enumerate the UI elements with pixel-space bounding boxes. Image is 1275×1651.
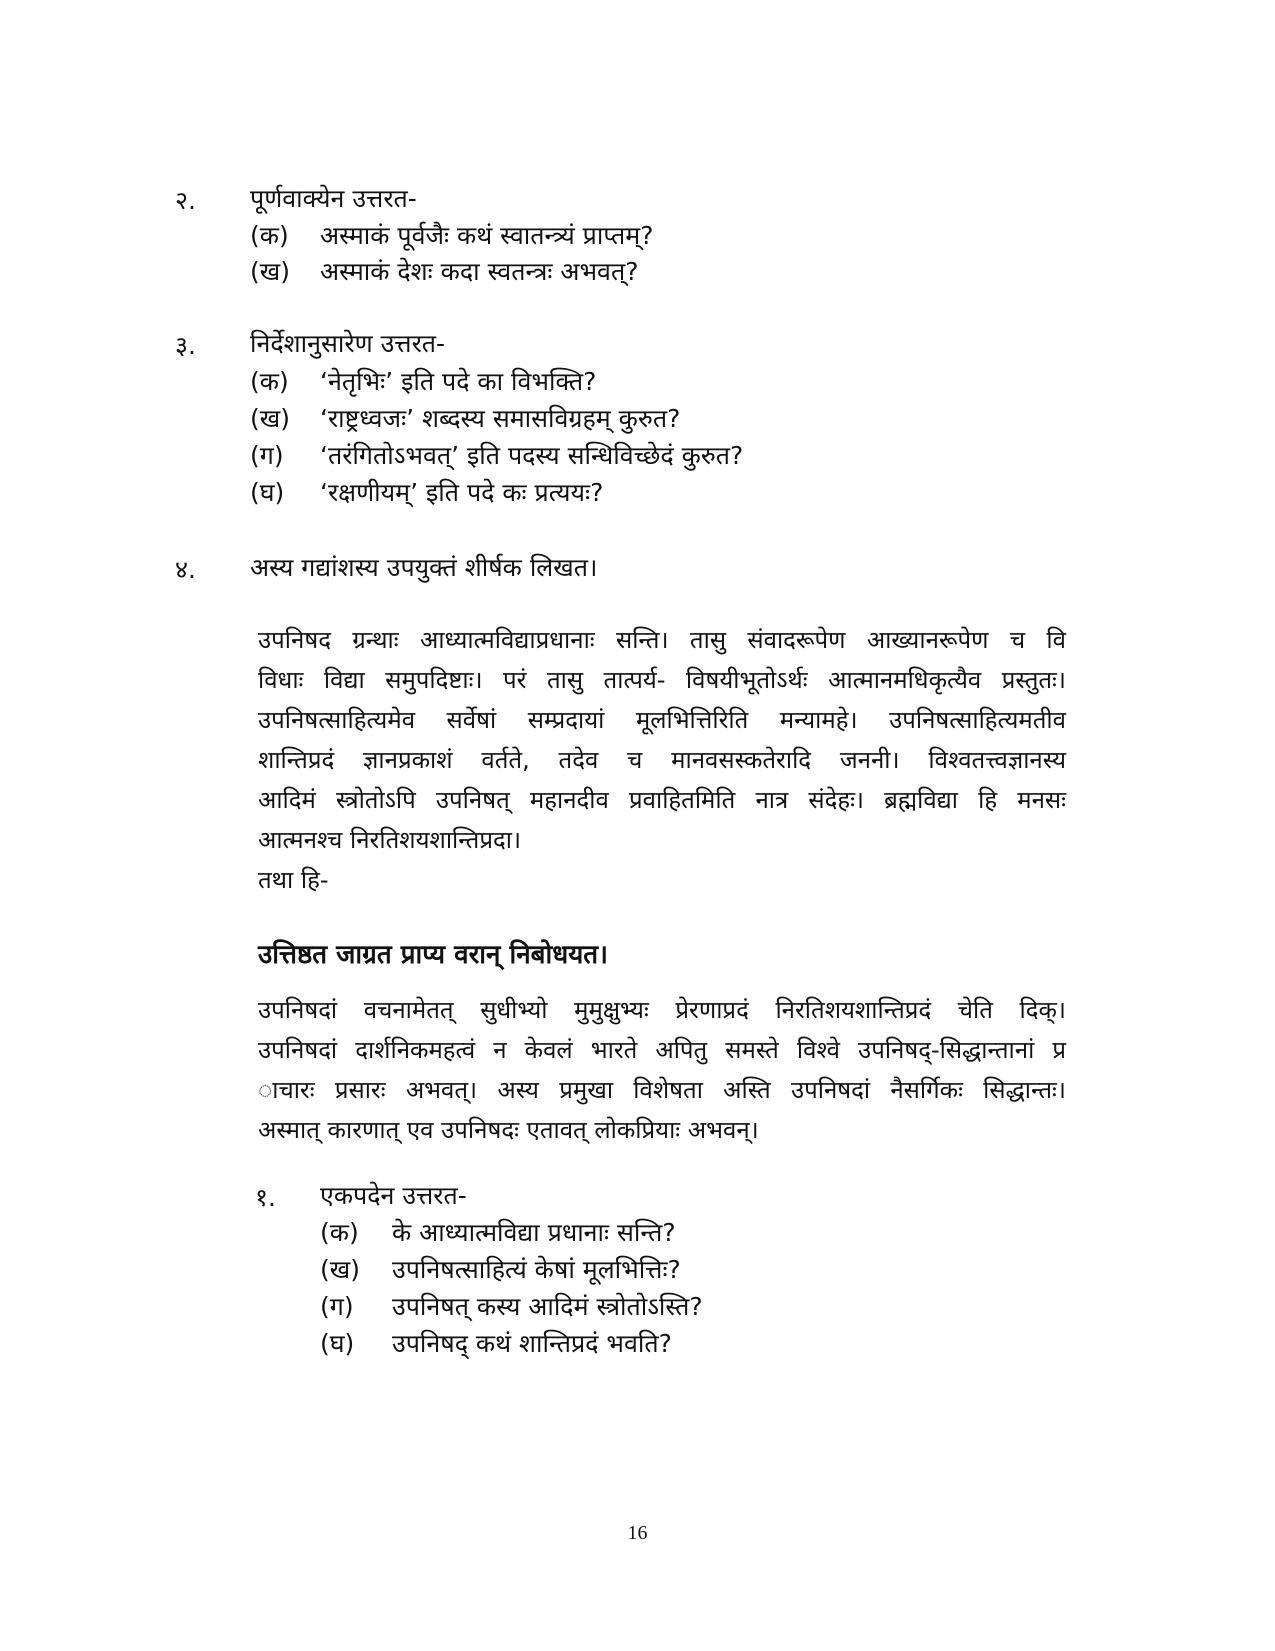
- question-3-item-label: (क): [250, 367, 289, 396]
- question-2-item-text: अस्माकं पूर्वजैः कथं स्वातन्त्र्यं प्राप्तम्?: [320, 221, 654, 250]
- subquestion-1-item-label: (ख): [320, 1255, 360, 1284]
- passage-paragraph-2: [258, 990, 1066, 1150]
- subquestion-1-item-label: (घ): [320, 1329, 355, 1358]
- subquestion-1-item-text: उपनिषद् कथं शान्तिप्रदं भवति?: [392, 1329, 672, 1358]
- passage-line: अस्मात् कारणात् एव उपनिषदः एतावत् लोकप्रियाः अभवन्।: [258, 1116, 759, 1144]
- passage-line: उपनिषदां दार्शनिकमहत्वं न केवलं भारते अपितु समस्ते विश्वे उपनिषद्-सिद्धान्तानां प्र: [258, 1036, 1066, 1064]
- passage-line: तथा हि-: [258, 866, 329, 894]
- question-3-title: निर्देशानुसारेण उत्तरत-: [250, 329, 446, 358]
- question-3-item-label: (घ): [250, 478, 285, 507]
- question-3-item-text: ‘रक्षणीयम्’ इति पदे कः प्रत्ययः?: [320, 478, 604, 507]
- question-3-item-text: ‘तरंगितोऽभवत्’ इति पदस्य सन्धिविच्छेदं कुरुत?: [320, 441, 744, 470]
- question-2-title: पूर्णवाक्येन उत्तरत-: [250, 184, 417, 213]
- question-2-number: २.: [175, 186, 196, 215]
- passage-line: विधाः विद्या समुपदिष्टाः। परं तासु तात्पर्य- विषयीभूतोऽर्थः आत्मानमधिकृत्यैव प्रस्तुतः।: [258, 666, 1066, 694]
- question-3-number: ३.: [175, 331, 196, 360]
- subquestion-1-item-text: उपनिषत्साहित्यं केषां मूलभित्तिः?: [392, 1255, 681, 1284]
- page-number: 16: [627, 1522, 648, 1544]
- question-3-item-label: (ग): [250, 441, 284, 470]
- passage-line: आत्मनश्च निरतिशयशान्तिप्रदा।: [258, 826, 522, 854]
- passage-line: शान्तिप्रदं ज्ञानप्रकाशं वर्तते, तदेव च मानवसस्कतेरादि जननी। विश्वतत्त्वज्ञानस्य: [258, 746, 1066, 774]
- question-3-item-text: ‘नेतृभिः’ इति पदे का विभक्ति?: [320, 367, 597, 396]
- question-2-item-text: अस्माकं देशः कदा स्वतन्त्रः अभवत्?: [320, 257, 639, 286]
- quote-line: उत्तिष्ठत जाग्रत प्राप्य वरान् निबोधयत।: [258, 940, 608, 970]
- question-3-item-label: (ख): [250, 404, 290, 433]
- subquestion-1-item-text: उपनिषत् कस्य आदिमं स्त्रोतोऽस्ति?: [392, 1292, 703, 1321]
- passage-line: उपनिषदां वचनामेतत् सुधीभ्यो मुमुक्षुभ्यः प्रेरणाप्रदं निरतिशयशान्तिप्रदं चेति दिक्।: [258, 996, 1066, 1024]
- subquestion-1-title: एकपदेन उत्तरत-: [320, 1181, 467, 1210]
- passage-paragraph-1: [258, 620, 1066, 900]
- passage-line: आदिमं स्त्रोतोऽपि उपनिषत् महानदीव प्रवाहितमिति नात्र संदेहः। ब्रह्मविद्या हि मनसः: [258, 786, 1066, 814]
- passage-line: ाचारः प्रसारः अभवत्। अस्य प्रमुखा विशेषता अस्ति उपनिषदां नैसर्गिकः सिद्धान्तः।: [258, 1076, 1066, 1104]
- subquestion-1-item-label: (ग): [320, 1292, 354, 1321]
- passage-line: उपनिषत्साहित्यमेव सर्वेषां सम्प्रदायां मूलभित्तिरिति मन्यामहे। उपनिषत्साहित्यमतीव: [258, 706, 1066, 734]
- question-2-item-label: (ख): [250, 257, 290, 286]
- passage-line: उपनिषद ग्रन्थाः आध्यात्मविद्याप्रधानाः सन्ति। तासु संवादरूपेण आख्यानरूपेण च वि: [258, 626, 1066, 654]
- subquestion-1-number: १.: [255, 1183, 276, 1212]
- subquestion-1-item-label: (क): [320, 1218, 359, 1247]
- question-4-number: ४.: [175, 555, 196, 584]
- question-4-title: अस्य गद्यांशस्य उपयुक्तं शीर्षक लिखत।: [250, 553, 598, 582]
- question-3-item-text: ‘राष्ट्रध्वजः’ शब्दस्य समासविग्रहम् कुरुत?: [320, 404, 681, 433]
- question-2-item-label: (क): [250, 221, 289, 250]
- subquestion-1-item-text: के आध्यात्मविद्या प्रधानाः सन्ति?: [392, 1218, 676, 1247]
